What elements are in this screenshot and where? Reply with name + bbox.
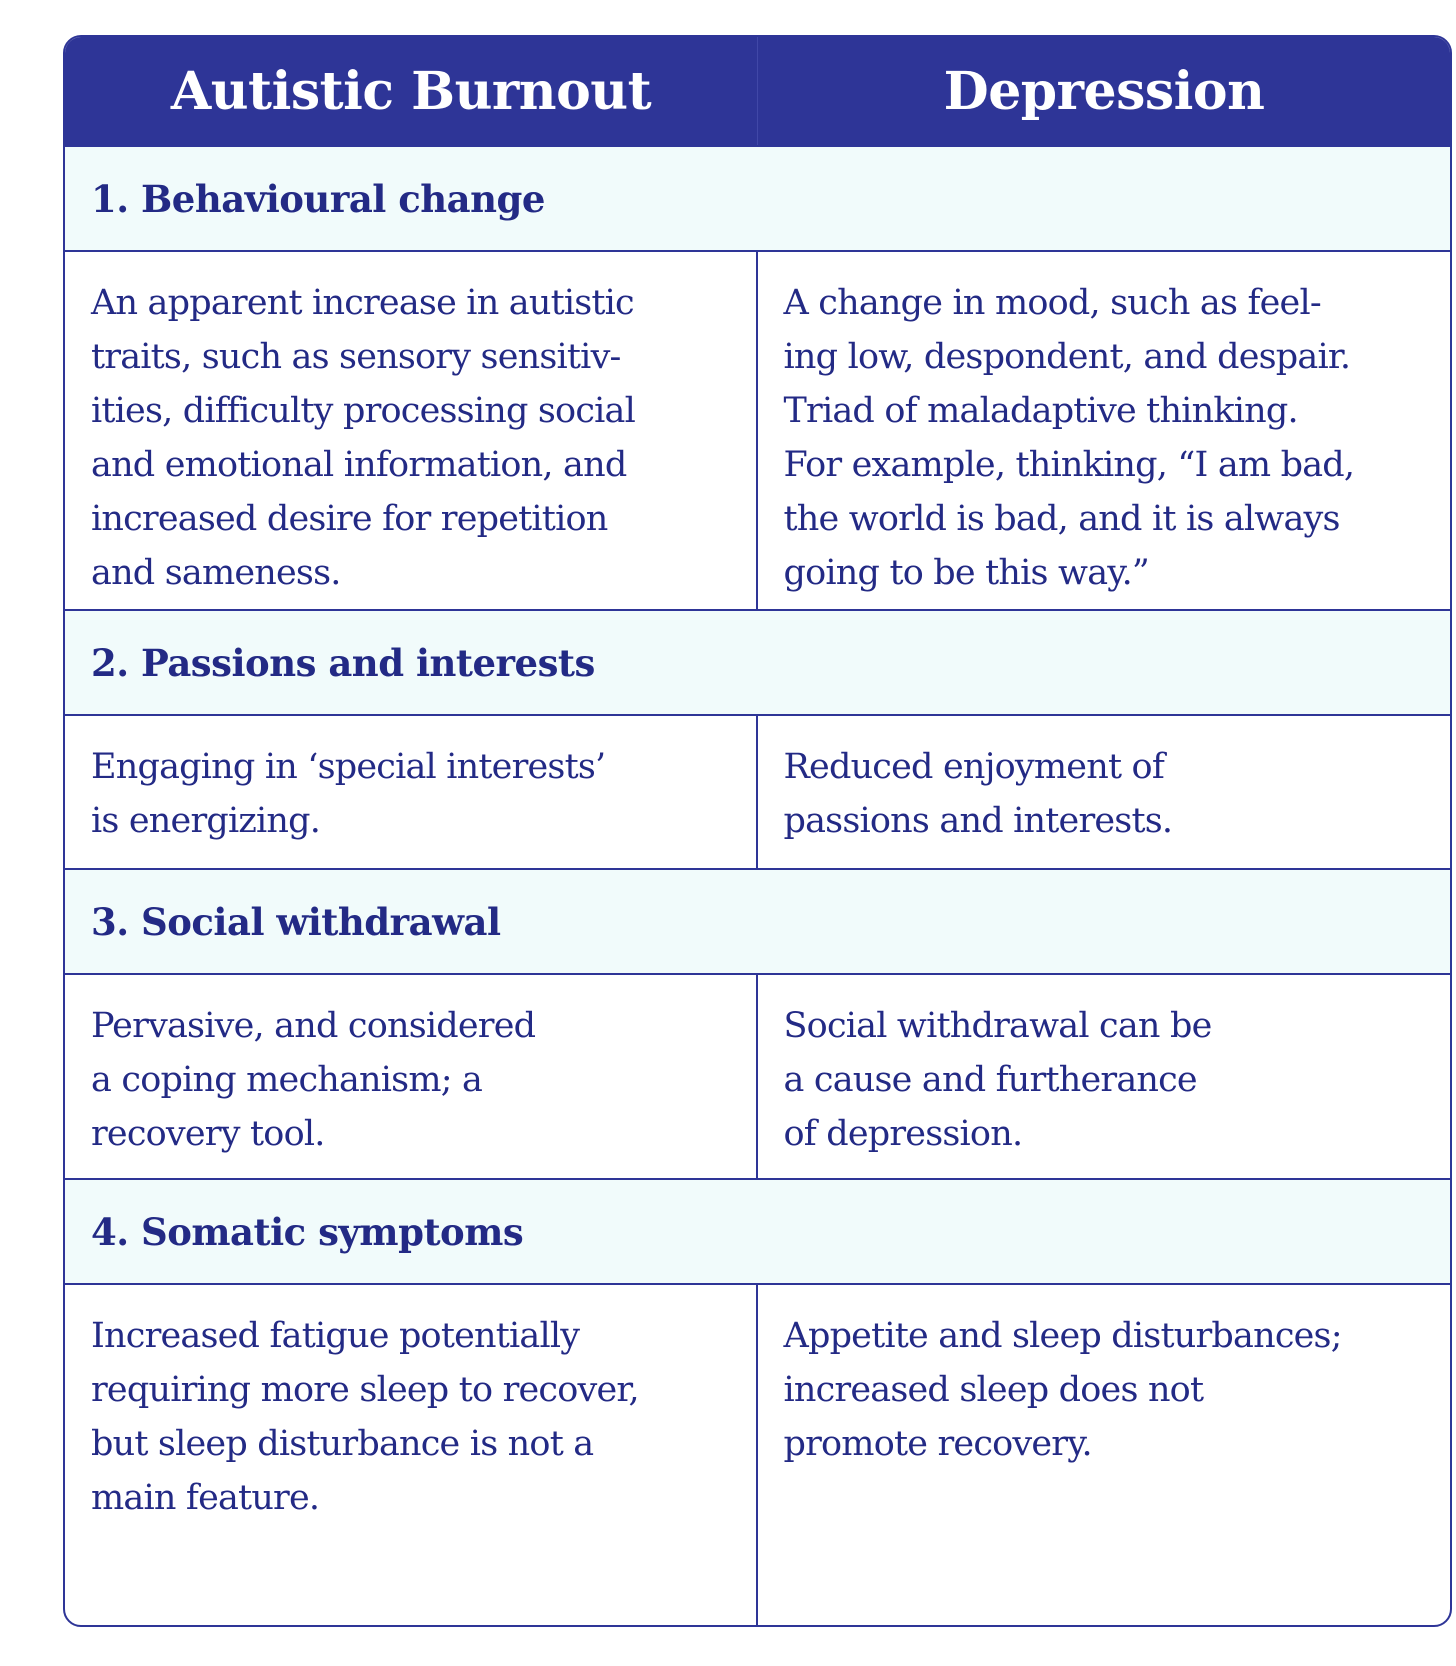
section-title-somatic-symptoms: 4. Somatic symptoms	[65, 1178, 1450, 1285]
cell-depression-somatic: Appetite and sleep disturbances; increased sleep does not promote recovery.	[783, 1316, 1342, 1464]
section-title-social-withdrawal: 3. Social withdrawal	[65, 868, 1450, 975]
cell-depression-social: Social withdrawal can be a cause and furtherance of depression.	[783, 1006, 1212, 1154]
table-row	[65, 716, 1450, 868]
cell-depression-behavioural: A change in mood, such as feel- ing low, despondent, and despair. Triad of maladaptive thinking. For example, thinking, “I am bad, the world is bad, and it is always going to be this way.”	[783, 283, 1355, 593]
cell-burnout-somatic: Increased fatigue potentially requiring more sleep to recover, but sleep disturbance is not a main feature.	[65, 1285, 758, 1627]
table-header	[65, 37, 1450, 145]
cell-burnout-social: Pervasive, and considered a coping mechanism; a recovery tool.	[65, 975, 758, 1178]
table-row	[65, 252, 1450, 609]
section-title-behavioural-change: 1. Behavioural change	[65, 145, 1450, 252]
header-depression: Depression	[943, 60, 1265, 122]
header-autistic-burnout: Autistic Burnout	[65, 37, 758, 145]
cell-burnout-passions: Engaging in ‘special interests’ is energizing.	[65, 716, 758, 868]
table-row	[65, 975, 1450, 1178]
comparison-table	[63, 35, 1452, 1627]
section-title-passions-interests: 2. Passions and interests	[65, 609, 1450, 716]
table-row	[65, 1285, 1450, 1627]
cell-burnout-behavioural: An apparent increase in autistic traits, such as sensory sensitiv- ities, difficulty processing social and emotional information, and increased desire for repetition and sameness.	[65, 252, 758, 609]
cell-depression-passions: Reduced enjoyment of passions and interests.	[783, 747, 1173, 841]
